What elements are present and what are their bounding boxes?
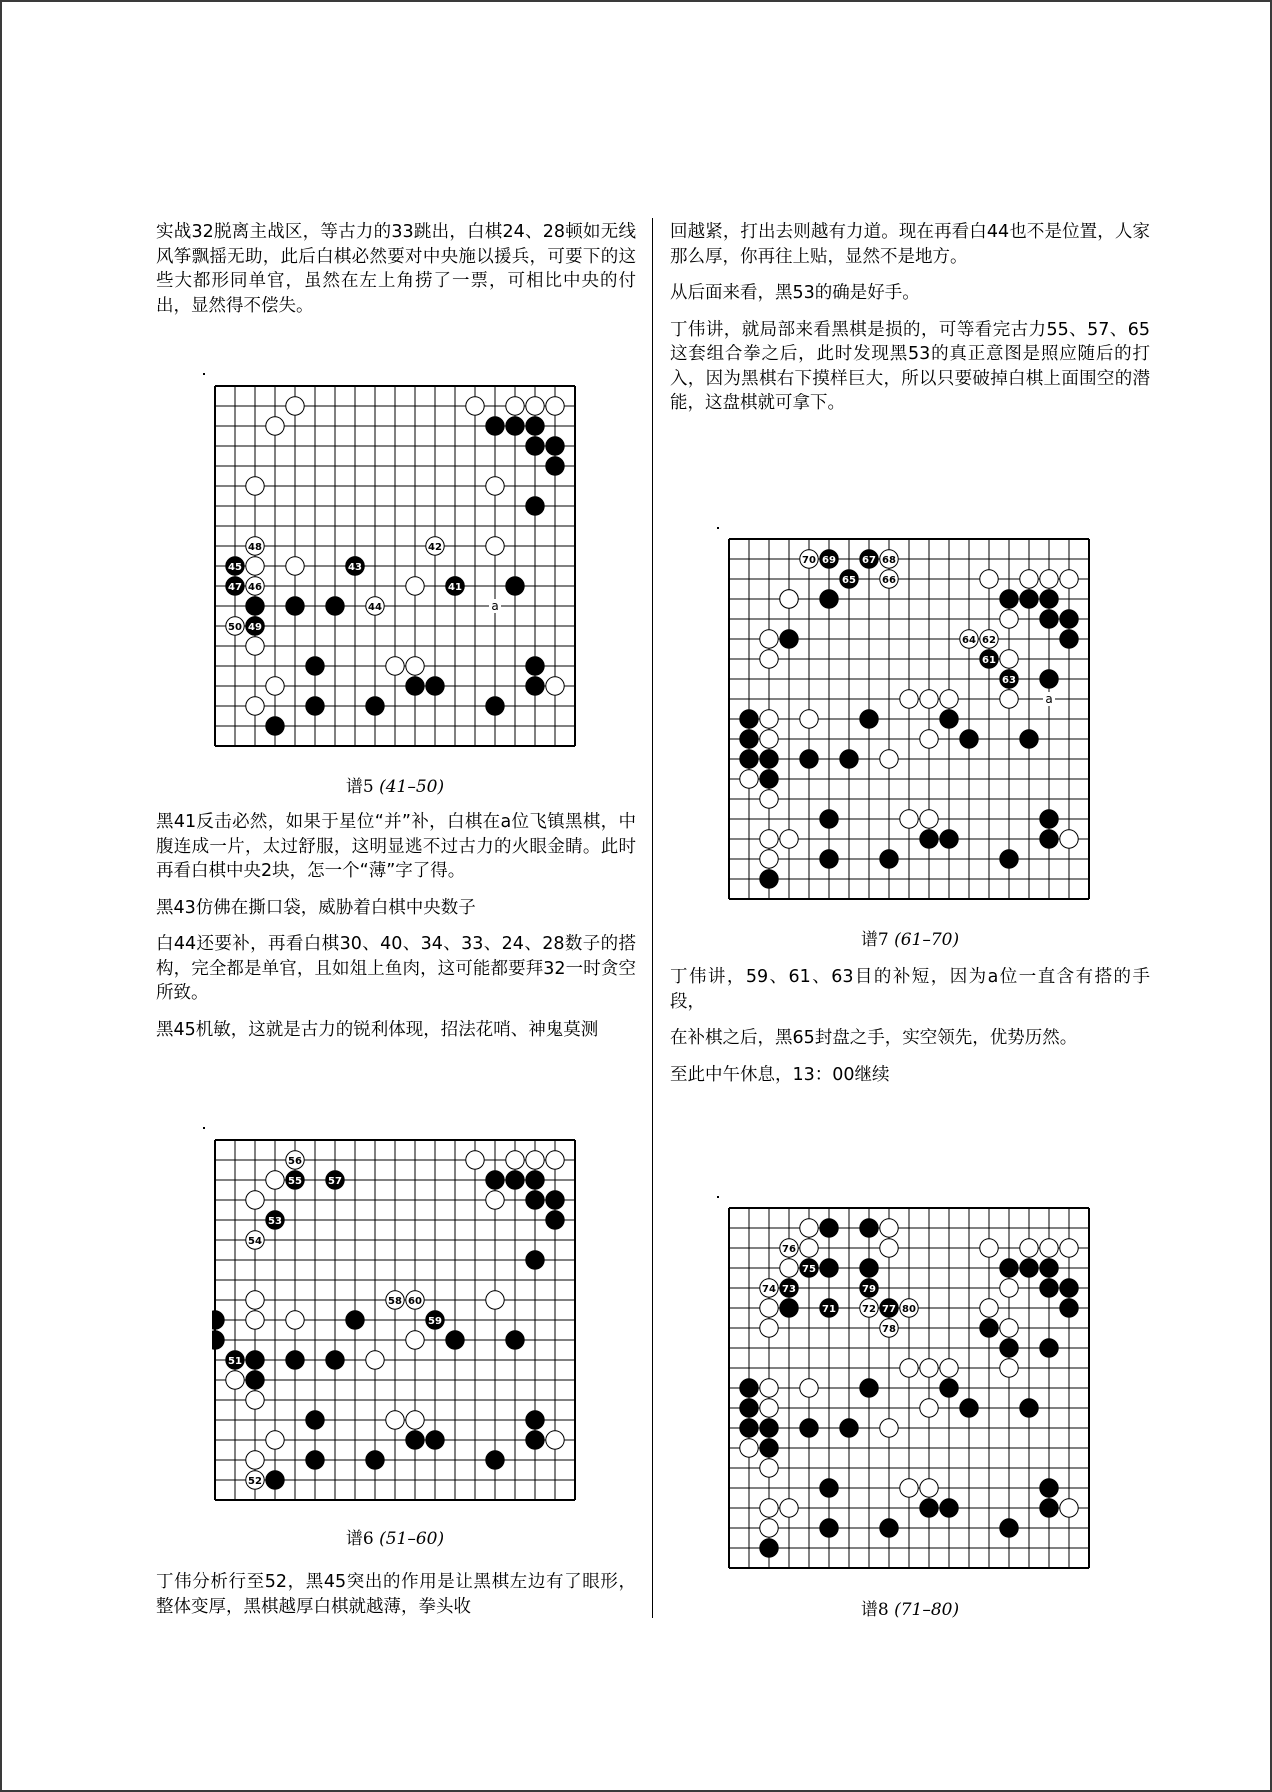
black-stone xyxy=(526,677,544,695)
black-stone xyxy=(506,577,524,595)
black-stone xyxy=(1060,630,1078,648)
left-paragraph-2: 黑41反击必然，如果于星位“并”补，白棋在a位飞镇黑棋，中腹连成一片，太过舒服，这明显逃不过古力的火眼金睛。此时再看白棋中央2块，怎一个“薄”字了得。 xyxy=(156,812,636,881)
black-stone xyxy=(546,1211,564,1229)
black-stone xyxy=(246,597,264,615)
black-stone xyxy=(880,1519,898,1537)
white-stone xyxy=(940,1359,958,1377)
white-stone xyxy=(366,1351,384,1369)
black-stone xyxy=(526,1251,544,1269)
black-move-number: 63 xyxy=(1002,674,1016,686)
black-stone xyxy=(426,677,444,695)
white-stone xyxy=(740,1439,758,1457)
white-stone xyxy=(246,697,264,715)
white-stone xyxy=(266,417,284,435)
black-stone xyxy=(920,830,938,848)
black-stone xyxy=(840,1419,858,1437)
black-stone xyxy=(940,1379,958,1397)
white-move-number: 80 xyxy=(902,1303,916,1315)
white-stone xyxy=(760,1379,778,1397)
white-stone xyxy=(1040,1239,1058,1257)
black-move-number: 41 xyxy=(448,581,462,593)
white-stone xyxy=(1020,1239,1038,1257)
white-stone xyxy=(486,537,504,555)
white-stone xyxy=(1000,650,1018,668)
white-stone xyxy=(466,397,484,415)
white-stone xyxy=(246,557,264,575)
black-stone xyxy=(780,630,798,648)
white-stone xyxy=(486,1191,504,1209)
white-stone xyxy=(246,1311,264,1329)
black-stone xyxy=(940,710,958,728)
white-stone xyxy=(546,1431,564,1449)
black-stone xyxy=(1040,1259,1058,1277)
black-stone xyxy=(1040,1499,1058,1517)
black-stone xyxy=(840,750,858,768)
left-paragraph-3: 黑43仿佛在撕口袋，威胁着白棋中央数子 xyxy=(156,897,476,918)
black-stone xyxy=(740,710,758,728)
black-stone xyxy=(860,710,878,728)
white-stone xyxy=(1020,570,1038,588)
page-mark xyxy=(717,527,719,529)
white-move-number: 60 xyxy=(408,1295,422,1307)
black-stone xyxy=(760,1439,778,1457)
white-stone xyxy=(920,730,938,748)
white-stone xyxy=(506,397,524,415)
white-stone xyxy=(760,1459,778,1477)
black-stone xyxy=(760,750,778,768)
black-stone xyxy=(960,730,978,748)
white-stone xyxy=(386,1411,404,1429)
black-stone xyxy=(1040,670,1058,688)
white-stone xyxy=(760,1399,778,1417)
black-stone xyxy=(1000,590,1018,608)
black-stone xyxy=(266,1471,284,1489)
diagram-6-caption xyxy=(215,1524,575,1549)
black-move-number: 55 xyxy=(288,1175,302,1187)
white-stone xyxy=(800,1239,818,1257)
black-stone xyxy=(740,1399,758,1417)
black-move-number: 49 xyxy=(248,621,262,633)
go-board-diagram-6 xyxy=(212,1137,582,1507)
black-move-number: 45 xyxy=(228,561,242,573)
white-stone xyxy=(760,850,778,868)
white-stone xyxy=(1060,1239,1078,1257)
black-stone xyxy=(546,457,564,475)
white-stone xyxy=(780,590,798,608)
right-paragraph-4: 丁伟讲，59、61、63目的补短，因为a位一直含有搭的手段， xyxy=(670,967,1150,1012)
black-stone xyxy=(212,1331,224,1349)
black-stone xyxy=(406,1431,424,1449)
black-stone xyxy=(486,1451,504,1469)
black-move-number: 73 xyxy=(782,1283,796,1295)
black-move-number: 43 xyxy=(348,561,362,573)
left-column-block-3 xyxy=(156,1570,636,1631)
black-stone xyxy=(246,1371,264,1389)
black-stone xyxy=(326,1351,344,1369)
black-move-number: 79 xyxy=(862,1283,876,1295)
black-move-number: 51 xyxy=(228,1355,242,1367)
white-stone xyxy=(1000,1359,1018,1377)
black-stone xyxy=(526,497,544,515)
left-column xyxy=(156,220,636,330)
black-stone xyxy=(760,770,778,788)
left-paragraph-6: 丁伟分析行至52，黑45突出的作用是让黑棋左边有了眼形，整体变厚，黑棋越厚白棋就越薄，拳头收 xyxy=(156,1572,636,1617)
black-stone xyxy=(506,1171,524,1189)
white-stone xyxy=(1060,1499,1078,1517)
black-stone xyxy=(760,870,778,888)
white-stone xyxy=(740,770,758,788)
white-stone xyxy=(246,1291,264,1309)
black-stone xyxy=(760,1539,778,1557)
white-stone xyxy=(760,710,778,728)
black-move-number: 47 xyxy=(228,581,242,593)
white-move-number: 52 xyxy=(248,1475,262,1487)
black-stone xyxy=(860,1379,878,1397)
black-stone xyxy=(266,717,284,735)
white-stone xyxy=(246,637,264,655)
black-stone xyxy=(940,830,958,848)
right-column xyxy=(670,220,1150,428)
black-stone xyxy=(306,1451,324,1469)
black-stone xyxy=(526,1171,544,1189)
white-stone xyxy=(286,397,304,415)
white-stone xyxy=(406,1331,424,1349)
right-paragraph-5: 在补棋之后，黑65封盘之手，实空领先，优势历然。 xyxy=(670,1028,1078,1048)
left-paragraph-5: 黑45机敏，这就是古力的锐利体现，招法花哨、神鬼莫测 xyxy=(156,1019,599,1040)
white-stone xyxy=(1040,570,1058,588)
white-stone xyxy=(546,677,564,695)
black-stone xyxy=(860,1259,878,1277)
white-stone xyxy=(1000,610,1018,628)
white-stone xyxy=(246,1191,264,1209)
black-stone xyxy=(486,417,504,435)
black-stone xyxy=(1040,810,1058,828)
white-stone xyxy=(880,750,898,768)
white-stone xyxy=(546,1151,564,1169)
black-stone xyxy=(546,437,564,455)
black-stone xyxy=(1020,730,1038,748)
left-paragraph-4: 白44还要补，再看白棋30、40、34、33、24、28数子的搭构，完全都是单官，且如俎上鱼肉，这可能都要拜32一时贪空所致。 xyxy=(156,934,636,1003)
black-stone xyxy=(306,1411,324,1429)
caption-move-range: (51–60) xyxy=(379,1529,445,1549)
white-stone xyxy=(800,1379,818,1397)
black-stone xyxy=(920,1499,938,1517)
caption-move-range: (61–70) xyxy=(894,930,960,950)
page-mark xyxy=(203,373,205,375)
point-label: a xyxy=(1045,692,1053,706)
white-stone xyxy=(246,1451,264,1469)
white-stone xyxy=(940,690,958,708)
black-stone xyxy=(880,850,898,868)
black-move-number: 75 xyxy=(802,1263,816,1275)
white-stone xyxy=(760,730,778,748)
black-stone xyxy=(1000,1339,1018,1357)
black-stone xyxy=(860,1219,878,1237)
white-move-number: 78 xyxy=(882,1323,896,1335)
white-stone xyxy=(1000,1279,1018,1297)
white-stone xyxy=(760,1499,778,1517)
caption-title: 谱8 xyxy=(860,1600,889,1620)
white-move-number: 74 xyxy=(762,1283,776,1295)
white-move-number: 48 xyxy=(248,541,262,553)
black-stone xyxy=(366,697,384,715)
white-stone xyxy=(900,690,918,708)
white-move-number: 68 xyxy=(882,554,896,566)
black-stone xyxy=(760,1419,778,1437)
black-stone xyxy=(820,1479,838,1497)
black-stone xyxy=(1040,1339,1058,1357)
white-stone xyxy=(1060,830,1078,848)
white-stone xyxy=(466,1151,484,1169)
point-label: a xyxy=(491,599,499,613)
white-stone xyxy=(486,1291,504,1309)
black-stone xyxy=(740,1379,758,1397)
black-stone xyxy=(1020,1259,1038,1277)
black-stone xyxy=(1040,1279,1058,1297)
white-stone xyxy=(760,650,778,668)
black-stone xyxy=(406,677,424,695)
white-stone xyxy=(980,1299,998,1317)
right-paragraph-6: 至此中午休息，13：00继续 xyxy=(670,1064,890,1085)
black-stone xyxy=(820,1219,838,1237)
white-stone xyxy=(780,1499,798,1517)
caption-move-range: (71–80) xyxy=(894,1600,960,1620)
black-stone xyxy=(286,1351,304,1369)
white-stone xyxy=(406,577,424,595)
white-stone xyxy=(526,397,544,415)
white-stone xyxy=(246,477,264,495)
black-stone xyxy=(426,1431,444,1449)
right-paragraph-3: 丁伟讲，就局部来看黑棋是损的，可等看完古力55、57、65这套组合拳之后，此时发现黑53的真正意图是照应随后的打入，因为黑棋右下摸样巨大，所以只要破掉白棋上面围空的潜能，这盘棋就可拿下。 xyxy=(670,319,1150,413)
white-stone xyxy=(1000,690,1018,708)
white-move-number: 58 xyxy=(388,1295,402,1307)
black-stone xyxy=(526,1411,544,1429)
white-stone xyxy=(266,1431,284,1449)
white-stone xyxy=(486,477,504,495)
white-stone xyxy=(980,1239,998,1257)
white-stone xyxy=(880,1219,898,1237)
black-move-number: 67 xyxy=(862,554,876,566)
black-move-number: 65 xyxy=(842,574,856,586)
black-move-number: 59 xyxy=(428,1315,442,1327)
black-stone xyxy=(800,1419,818,1437)
white-stone xyxy=(900,1479,918,1497)
white-move-number: 62 xyxy=(982,634,996,646)
go-board-diagram-7 xyxy=(726,536,1096,906)
black-stone xyxy=(780,1299,798,1317)
black-stone xyxy=(326,597,344,615)
black-stone xyxy=(212,1311,224,1329)
white-stone xyxy=(920,1479,938,1497)
white-move-number: 56 xyxy=(288,1155,302,1167)
black-stone xyxy=(740,1419,758,1437)
go-board-diagram-8 xyxy=(726,1205,1096,1575)
white-stone xyxy=(900,1359,918,1377)
black-stone xyxy=(506,1331,524,1349)
black-stone xyxy=(980,1319,998,1337)
white-stone xyxy=(920,1399,938,1417)
black-move-number: 71 xyxy=(822,1303,836,1315)
left-column-block-2 xyxy=(156,810,636,1054)
black-stone xyxy=(306,697,324,715)
black-stone xyxy=(1060,610,1078,628)
white-move-number: 42 xyxy=(428,541,442,553)
white-move-number: 54 xyxy=(248,1235,262,1247)
white-stone xyxy=(980,570,998,588)
caption-title: 谱5 xyxy=(345,777,374,797)
black-stone xyxy=(1020,590,1038,608)
black-stone xyxy=(546,1191,564,1209)
black-stone xyxy=(960,1399,978,1417)
black-stone xyxy=(1000,1259,1018,1277)
white-stone xyxy=(246,1391,264,1409)
white-stone xyxy=(760,1519,778,1537)
white-stone xyxy=(800,710,818,728)
black-stone xyxy=(486,1171,504,1189)
black-stone xyxy=(820,590,838,608)
right-column-block-2 xyxy=(670,965,1150,1099)
white-stone xyxy=(286,1311,304,1329)
black-stone xyxy=(526,1191,544,1209)
column-divider xyxy=(652,218,653,1618)
white-move-number: 76 xyxy=(782,1243,796,1255)
white-stone xyxy=(386,657,404,675)
white-stone xyxy=(920,1359,938,1377)
white-move-number: 44 xyxy=(368,601,382,613)
white-stone xyxy=(526,1151,544,1169)
white-move-number: 46 xyxy=(248,581,262,593)
white-move-number: 50 xyxy=(228,621,242,633)
black-stone xyxy=(366,1451,384,1469)
white-stone xyxy=(760,630,778,648)
white-stone xyxy=(880,1239,898,1257)
white-move-number: 66 xyxy=(882,574,896,586)
black-stone xyxy=(526,417,544,435)
black-stone xyxy=(1060,1299,1078,1317)
black-move-number: 69 xyxy=(822,554,836,566)
black-stone xyxy=(346,1311,364,1329)
black-stone xyxy=(1040,590,1058,608)
white-stone xyxy=(1000,1319,1018,1337)
white-stone xyxy=(920,690,938,708)
white-stone xyxy=(266,1171,284,1189)
black-stone xyxy=(246,1351,264,1369)
black-stone xyxy=(526,437,544,455)
white-stone xyxy=(506,1151,524,1169)
white-stone xyxy=(920,810,938,828)
caption-title: 谱7 xyxy=(860,930,889,950)
white-stone xyxy=(406,657,424,675)
caption-move-range: (41–50) xyxy=(379,777,445,797)
diagram-8-caption xyxy=(730,1595,1090,1620)
left-paragraph-1: 实战32脱离主战区，等古力的33跳出，白棋24、28顿如无线风筝飘摇无助，此后白棋必然要对中央施以援兵，可要下的这些大都形同单官，虽然在左上角捞了一票，可相比中央的付出，显然得不偿失。 xyxy=(156,222,636,316)
white-stone xyxy=(286,557,304,575)
black-stone xyxy=(820,1519,838,1537)
white-stone xyxy=(800,1219,818,1237)
black-stone xyxy=(526,657,544,675)
black-stone xyxy=(1040,830,1058,848)
black-stone xyxy=(1040,610,1058,628)
black-stone xyxy=(486,697,504,715)
black-stone xyxy=(1000,1519,1018,1537)
white-move-number: 72 xyxy=(862,1303,876,1315)
white-stone xyxy=(900,810,918,828)
black-stone xyxy=(1000,850,1018,868)
black-stone xyxy=(286,597,304,615)
white-stone xyxy=(406,1411,424,1429)
black-stone xyxy=(506,417,524,435)
black-stone xyxy=(820,810,838,828)
white-stone xyxy=(1060,570,1078,588)
white-move-number: 70 xyxy=(802,554,816,566)
black-stone xyxy=(1040,1479,1058,1497)
diagram-5-caption xyxy=(215,772,575,797)
black-stone xyxy=(800,750,818,768)
right-paragraph-2: 从后面来看，黑53的确是好手。 xyxy=(670,283,920,303)
black-move-number: 61 xyxy=(982,654,996,666)
black-stone xyxy=(820,1259,838,1277)
white-stone xyxy=(880,1419,898,1437)
black-stone xyxy=(740,750,758,768)
black-stone xyxy=(306,657,324,675)
black-move-number: 53 xyxy=(268,1215,282,1227)
white-stone xyxy=(760,830,778,848)
black-stone xyxy=(1060,1279,1078,1297)
black-stone xyxy=(940,1499,958,1517)
black-stone xyxy=(740,730,758,748)
white-stone xyxy=(780,1259,798,1277)
page-mark xyxy=(717,1196,719,1198)
white-stone xyxy=(266,677,284,695)
black-stone xyxy=(526,1431,544,1449)
white-stone xyxy=(760,1319,778,1337)
white-stone xyxy=(760,1299,778,1317)
right-paragraph-1: 回越紧，打出去则越有力道。现在再看白44也不是位置，人家那么厚，你再往上贴，显然不是地方。 xyxy=(670,222,1150,267)
white-stone xyxy=(546,397,564,415)
page-mark xyxy=(203,1127,205,1129)
black-stone xyxy=(1020,1399,1038,1417)
black-move-number: 77 xyxy=(882,1303,896,1315)
go-board-diagram-5 xyxy=(212,383,582,753)
white-move-number: 64 xyxy=(962,634,976,646)
black-stone xyxy=(446,1331,464,1349)
white-stone xyxy=(226,1371,244,1389)
white-stone xyxy=(760,790,778,808)
white-stone xyxy=(780,830,798,848)
black-move-number: 57 xyxy=(328,1175,342,1187)
black-stone xyxy=(820,850,838,868)
diagram-7-caption xyxy=(730,925,1090,950)
caption-title: 谱6 xyxy=(345,1529,374,1549)
